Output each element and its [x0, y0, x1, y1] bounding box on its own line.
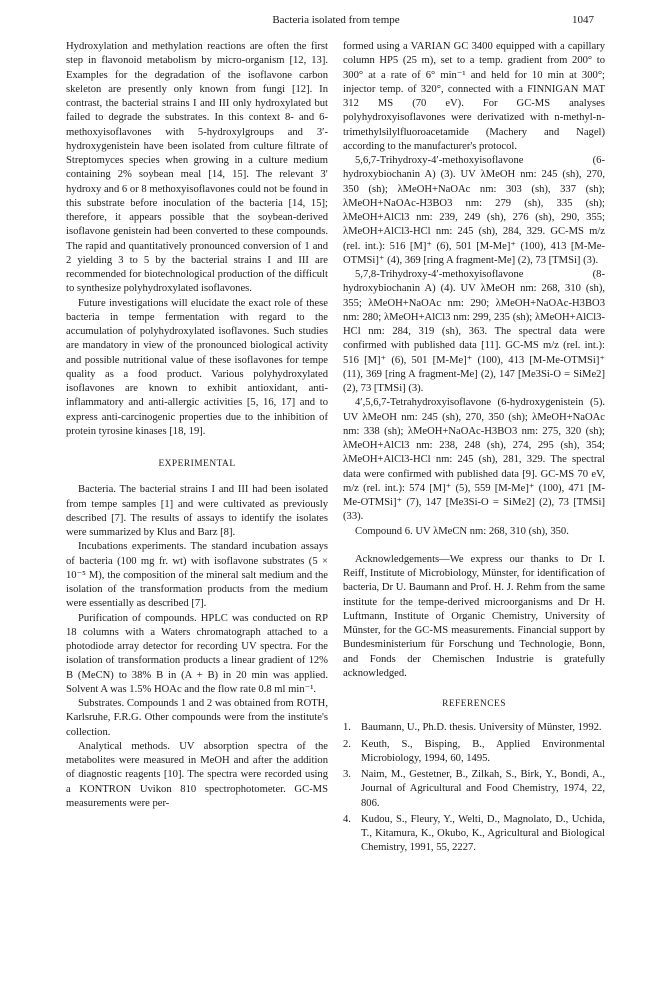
- bacteria-paragraph: Bacteria. The bacterial strains I and III had been isolated from tempe samples [1] and were cultivated as previously described [7]. The results of assays to identify the isolates were summarized by Klus and Barz [8].: [66, 484, 328, 538]
- acknowledgements: Acknowledgements—We express our thanks to Dr I. Reiff, Institute of Microbiology, Münster, for identification of bacteria, Dr U. Baumann and Prof. H. J. Rehm from the same institute for the tempe-derived microorganisms and Dr H. Luftmann, Institute of Organic Chemistry, University of Münster, for the GC-MS measurements. Financial support by Bundesministerium für Forschung und Technologie, Bonn, and Fonds der Chemischen Industrie is gratefully acknowledged.: [343, 553, 605, 679]
- page-header: [0, 14, 672, 30]
- running-title: Bacteria isolated from tempe: [272, 14, 400, 26]
- compound-3-data: 5,6,7-Trihydroxy-4′-methoxyisoflavone (6-hydroxybiochanin A) (3). UV λMeOH nm: 245 (sh), 270, 350 (sh); λMeOH+NaOAc nm: 303 (sh), 337 (sh); λMeOH+NaOAc-H3BO3 nm: 279 (sh), 335 (sh); λMeOH+AlCl3 nm: 239, 249 (sh), 276 (sh), 290, 355; λMeOH+AlCl3-HCl nm: 245 (sh), 284, 329. GC-MS m/z (rel. int.): 516 [M]⁺ (6), 501 [M-Me]⁺ (100), 413 [M-Me-OTMSi]⁺ (4), 369 [ring A fragment-Me] (2), 73 [TMSi] (3).: [343, 155, 605, 266]
- discussion-paragraph: Hydroxylation and methylation reactions are often the first step in flavonoid metabolism by micro-organism [12, 13]. Examples for the degradation of the isoflavone carbon skeleton are presently only known from fungi [12]. In contrast, the bacterial strains I and III only hydroxylated but failed to degrade the substrates. In this context 8- and 6-methoxyisoflavones with 5-hydroxylgroups and 3′-hydroxygenistein have been isolated from culture filtrate of Streptomyces species when growing in a culture medium containing 2% soybean meal [14, 15]. The relevant 3′ hydroxy and 6 or 8 methoxyisoflavones could not be found in this substrate before inoculation of the bacteria [14, 15]; therefore, it appears possible that the soybean-derived isoflavone genistein had been converted to these compounds. The rapid and quantitatively pronounced conversion of 1 and 2 yielding 3 to 5 by the bacterial strains I and III are recommended for biotechnological production of the difficult to synthesize polyhydroxylated isoflavones.: [66, 41, 328, 295]
- gcms-paragraph: formed using a VARIAN GC 3400 equipped with a capillary column HP5 (25 m), set to a temp. gradient from 200° to 300° at a rate of 6° min⁻¹ and held for 10 min at 300°; injector temp. of 320°, connected with a FINNIGAN MAT 312 MS (70 eV). For GC-MS analyses polyhydroxyisoflavones were derivatized with n-methyl-n-trimethylsilylfluoroacetamide (Machery and Nagel) according to the manufacturer's protocol.: [343, 41, 605, 152]
- reference-item: 1. Baumann, U., Ph.D. thesis. University of Münster, 1992.: [343, 722, 602, 734]
- compound-4-data: 5,7,8-Trihydroxy-4′-methoxyisoflavone (8-hydroxybiochanin A) (4). UV λMeOH nm: 268, 310 (sh), 355; λMeOH+NaOAc nm: 290; λMeOH+NaOAc-H3BO3 nm: 280; λMeOH+AlCl3 nm: 299, 235 (sh); λMeOH+AlCl3-HCl nm: 284, 319 (sh), 363. The spectral data were confirmed with published data [11]. GC-MS m/z (rel. int.): 516 [M]⁺ (6), 501 [M-Me]⁺ (100), 413 [M-Me-OTMSi]⁺ (11), 369 [ring A fragment-Me] (2), 147 [Me3Si-O = SiMe2] (2), 73 [TMSi] (3).: [343, 269, 605, 394]
- page-number: 1047: [572, 14, 594, 26]
- reference-list: [343, 721, 605, 855]
- compound-5-data: 4′,5,6,7-Tetrahydroxyisoflavone (6-hydroxygenistein (5). UV λMeOH nm: 245 (sh), 270, 350 (sh); λMeOH+NaOAc nm: 338 (sh); λMeOH+NaOAc-H3BO3 nm: 275, 320 (sh); λMeOH+AlCl3 nm: 238, 248 (sh), 274, 295 (sh), 354; λMeOH+AlCl3-HCl nm: 245 (sh), 281, 329. The spectral data were confirmed with published data [9]. GC-MS 70 eV, m/z (rel. int.): 574 [M]⁺ (5), 559 [M-Me]⁺ (100), 471 [M-Me-OTMSi]⁺ (7), 147 [Me3Si-O = SiMe2] (2), 73 [TMSi] (33).: [343, 397, 605, 523]
- substrates-paragraph: Substrates. Compounds 1 and 2 was obtained from ROTH, Karlsruhe, F.R.G. Other compounds were from the institute's collection.: [66, 698, 328, 738]
- left-column: [66, 40, 328, 811]
- analytical-methods-paragraph: Analytical methods. UV absorption spectra of the metabolites were measured in MeOH and after the addition of diagnostic reagents [10]. The spectra were recorded using a KONTRON Uvikon 810 spectrophotometer. GC-MS measurements were per-: [66, 740, 328, 809]
- experimental-heading: EXPERIMENTAL: [158, 459, 236, 469]
- right-column: [343, 40, 605, 858]
- references-heading: REFERENCES: [442, 699, 506, 709]
- purification-paragraph: Purification of compounds. HPLC was conducted on RP 18 columns with a Waters chromatograph attached to a photodiode array detector for recording UV spectra. For the isolation of transformation products a linear gradient of 12% B (MeCN) to 38% B in (A + B) in 20 min was applied. Solvent A was 1.5% HOAc and the flow rate 0.8 ml min⁻¹.: [66, 612, 328, 695]
- future-work-paragraph: Future investigations will elucidate the exact role of these bacteria in tempe fermentation with regard to the accumulation of polyhydroxylated isoflavones. Such studies are mandatory in view of the pronounced biological activity and possible nutritional value of these isoflavones for tempe quality as a food product. Various polyhydroxylated isoflavones are known to exhibit antioxidant, anti-inflammatory and anti-allergic activities [5, 16, 17] and to express anti-carcinogenic properties due to the inhibition of protein tyrosine kinases [18, 19].: [66, 297, 328, 437]
- compound-6-data: Compound 6. UV λMeCN nm: 268, 310 (sh), 350.: [355, 525, 569, 537]
- incubation-paragraph: Incubations experiments. The standard incubation assays of bacteria (100 mg fr. wt) with isoflavone substrates (5 × 10⁻⁵ M), the composition of the mineral salt medium and the isolation of the transformation products from the medium were essentially as described [7].: [66, 541, 328, 610]
- reference-item: 3. Naim, M., Gestetner, B., Zilkah, S., Birk, Y., Bondi, A., Journal of Agricultural and Food Chemistry, 1974, 22, 806.: [343, 769, 605, 809]
- reference-item: 2. Keuth, S., Bisping, B., Applied Environmental Microbiology, 1994, 60, 1495.: [343, 738, 605, 764]
- reference-item: 4. Kudou, S., Fleury, Y., Welti, D., Magnolato, D., Uchida, T., Kitamura, K., Okubo, K., Agricultural and Biological Chemistry, 1991, 55, 2227.: [343, 813, 605, 854]
